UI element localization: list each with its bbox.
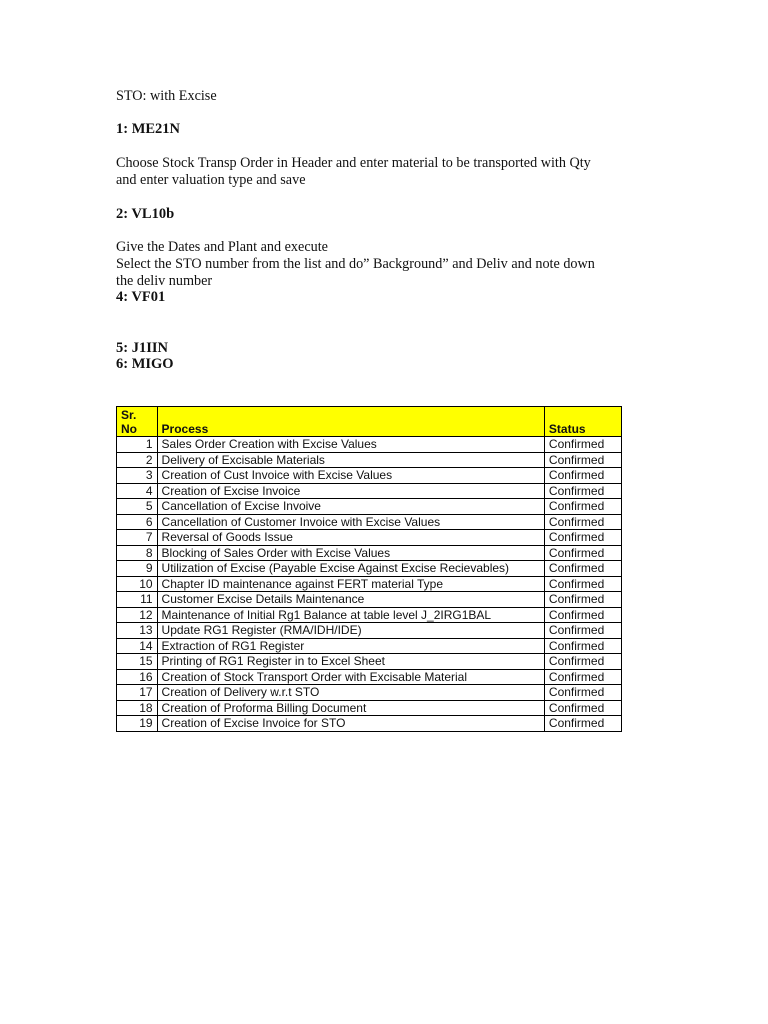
table-row xyxy=(117,700,622,716)
table-body xyxy=(117,437,622,732)
row-status: Confirmed xyxy=(544,592,621,608)
row-process: Creation of Delivery w.r.t STO xyxy=(157,685,544,701)
row-status: Confirmed xyxy=(544,623,621,639)
table-row xyxy=(117,654,622,670)
row-status: Confirmed xyxy=(544,452,621,468)
header-sr-no-line2: No xyxy=(121,422,137,436)
row-process: Printing of RG1 Register in to Excel Sheet xyxy=(157,654,544,670)
row-status: Confirmed xyxy=(544,700,621,716)
table-row xyxy=(117,623,622,639)
row-number: 2 xyxy=(117,452,158,468)
table-row xyxy=(117,685,622,701)
row-process: Delivery of Excisable Materials xyxy=(157,452,544,468)
row-process: Update RG1 Register (RMA/IDH/IDE) xyxy=(157,623,544,639)
step1-heading: 1: ME21N xyxy=(116,121,181,137)
row-process: Creation of Proforma Billing Document xyxy=(157,700,544,716)
row-number: 16 xyxy=(117,669,158,685)
process-status-table xyxy=(116,406,622,732)
table-row xyxy=(117,592,622,608)
table-row xyxy=(117,545,622,561)
row-status: Confirmed xyxy=(544,638,621,654)
row-number: 15 xyxy=(117,654,158,670)
table-row xyxy=(117,638,622,654)
row-status: Confirmed xyxy=(544,437,621,453)
row-process: Creation of Excise Invoice xyxy=(157,483,544,499)
table-row xyxy=(117,452,622,468)
row-status: Confirmed xyxy=(544,514,621,530)
row-number: 17 xyxy=(117,685,158,701)
row-status: Confirmed xyxy=(544,716,621,732)
table-row xyxy=(117,514,622,530)
row-status: Confirmed xyxy=(544,468,621,484)
row-status: Confirmed xyxy=(544,607,621,623)
table-row xyxy=(117,468,622,484)
row-process: Maintenance of Initial Rg1 Balance at table level J_2IRG1BAL xyxy=(157,607,544,623)
row-status: Confirmed xyxy=(544,499,621,515)
row-status: Confirmed xyxy=(544,545,621,561)
step2-text-line2: Select the STO number from the list and do” Background” and Deliv and note down xyxy=(116,256,595,272)
table-row xyxy=(117,716,622,732)
step2-heading: 2: VL10b xyxy=(116,206,175,222)
row-status: Confirmed xyxy=(544,685,621,701)
table-row xyxy=(117,499,622,515)
row-process: Creation of Cust Invoice with Excise Values xyxy=(157,468,544,484)
row-process: Chapter ID maintenance against FERT material Type xyxy=(157,576,544,592)
row-status: Confirmed xyxy=(544,561,621,577)
header-status: Status xyxy=(544,407,621,437)
row-process: Cancellation of Excise Invoive xyxy=(157,499,544,515)
row-number: 14 xyxy=(117,638,158,654)
table-header-row xyxy=(117,407,622,437)
table-row xyxy=(117,483,622,499)
row-process: Creation of Excise Invoice for STO xyxy=(157,716,544,732)
row-number: 6 xyxy=(117,514,158,530)
table-row xyxy=(117,561,622,577)
row-number: 5 xyxy=(117,499,158,515)
row-process: Reversal of Goods Issue xyxy=(157,530,544,546)
row-process: Utilization of Excise (Payable Excise Against Excise Recievables) xyxy=(157,561,544,577)
table-row xyxy=(117,530,622,546)
header-sr-no-line1: Sr. xyxy=(121,408,137,422)
row-status: Confirmed xyxy=(544,576,621,592)
doc-title: STO: with Excise xyxy=(116,88,217,104)
step2-text-line1: Give the Dates and Plant and execute xyxy=(116,239,328,255)
row-number: 19 xyxy=(117,716,158,732)
step1-text-line2: and enter valuation type and save xyxy=(116,172,306,188)
row-status: Confirmed xyxy=(544,654,621,670)
step1-text-line1: Choose Stock Transp Order in Header and enter material to be transported with Qty xyxy=(116,155,591,171)
row-process: Extraction of RG1 Register xyxy=(157,638,544,654)
row-status: Confirmed xyxy=(544,530,621,546)
table-row xyxy=(117,669,622,685)
row-number: 3 xyxy=(117,468,158,484)
row-number: 7 xyxy=(117,530,158,546)
row-status: Confirmed xyxy=(544,669,621,685)
table-row xyxy=(117,576,622,592)
row-status: Confirmed xyxy=(544,483,621,499)
table-row xyxy=(117,437,622,453)
row-number: 12 xyxy=(117,607,158,623)
step2-text-line3: the deliv number xyxy=(116,273,213,289)
row-number: 9 xyxy=(117,561,158,577)
row-number: 1 xyxy=(117,437,158,453)
table-row xyxy=(117,607,622,623)
row-number: 13 xyxy=(117,623,158,639)
step4-heading: 4: VF01 xyxy=(116,289,166,305)
row-process: Sales Order Creation with Excise Values xyxy=(157,437,544,453)
row-process: Customer Excise Details Maintenance xyxy=(157,592,544,608)
row-number: 11 xyxy=(117,592,158,608)
step6-heading: 6: MIGO xyxy=(116,356,174,372)
row-number: 8 xyxy=(117,545,158,561)
row-process: Cancellation of Customer Invoice with Excise Values xyxy=(157,514,544,530)
step5-heading: 5: J1IIN xyxy=(116,340,168,356)
row-number: 10 xyxy=(117,576,158,592)
header-sr-no xyxy=(117,407,158,437)
row-process: Creation of Stock Transport Order with Excisable Material xyxy=(157,669,544,685)
row-number: 4 xyxy=(117,483,158,499)
row-process: Blocking of Sales Order with Excise Values xyxy=(157,545,544,561)
row-number: 18 xyxy=(117,700,158,716)
header-process: Process xyxy=(157,407,544,437)
